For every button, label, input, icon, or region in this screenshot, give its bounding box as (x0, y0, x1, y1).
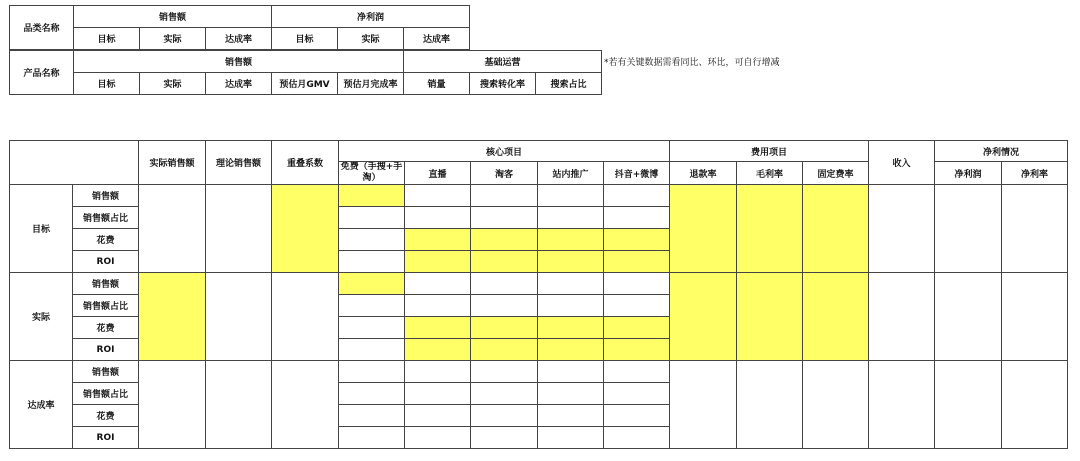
metric-label: 花费 (73, 229, 139, 251)
data-cell[interactable] (604, 295, 670, 317)
metric-label: 销售额 (73, 185, 139, 207)
subheader-cell: 销量 (404, 73, 470, 95)
data-cell[interactable] (538, 185, 604, 207)
highlight-cell[interactable] (339, 273, 405, 295)
data-cell[interactable] (471, 207, 538, 229)
data-cell[interactable] (272, 273, 339, 361)
footnote: *若有关键数据需看同比、环比，可自行增减 (604, 58, 780, 68)
data-cell[interactable] (339, 317, 405, 339)
overlap-coefficient-header: 重叠系数 (272, 141, 339, 185)
data-cell[interactable] (869, 273, 935, 361)
data-cell[interactable] (339, 427, 405, 449)
metric-label: 销售额 (73, 273, 139, 295)
highlight-cell[interactable] (471, 229, 538, 251)
data-cell[interactable] (405, 361, 471, 383)
data-cell[interactable] (869, 185, 935, 273)
data-cell[interactable] (538, 295, 604, 317)
data-cell[interactable] (1002, 273, 1068, 361)
data-cell[interactable] (604, 383, 670, 405)
data-cell[interactable] (272, 361, 339, 449)
subheader-cell: 实际 (140, 28, 206, 50)
subheader-cell: 目标 (74, 73, 140, 95)
data-cell[interactable] (405, 383, 471, 405)
metric-label: 花费 (73, 405, 139, 427)
data-cell[interactable] (339, 383, 405, 405)
core-douyin-weibo-header: 抖音+微博 (604, 162, 670, 185)
cost-gross-margin-header: 毛利率 (737, 162, 803, 185)
metric-label: ROI (73, 251, 139, 273)
subheader-cell: 目标 (272, 28, 338, 50)
data-cell[interactable] (471, 273, 538, 295)
core-items-header: 核心项目 (339, 141, 670, 162)
net-profit-group-header: 净利润 (272, 6, 470, 28)
data-cell[interactable] (1002, 185, 1068, 273)
data-cell[interactable] (538, 361, 604, 383)
highlight-cell[interactable] (471, 251, 538, 273)
data-cell[interactable] (339, 339, 405, 361)
highlight-cell[interactable] (604, 317, 670, 339)
highlight-cell[interactable] (604, 251, 670, 273)
section-target: 目标 (10, 185, 73, 273)
data-cell[interactable] (604, 273, 670, 295)
data-cell[interactable] (803, 361, 869, 449)
data-cell[interactable] (206, 185, 272, 273)
subheader-cell: 目标 (74, 28, 140, 50)
data-cell[interactable] (538, 273, 604, 295)
core-free-header: 免费（手搜+手淘） (339, 162, 405, 185)
category-name-header: 品类名称 (10, 6, 74, 50)
data-cell[interactable] (1002, 361, 1068, 449)
highlight-cell[interactable] (471, 339, 538, 361)
subheader-cell: 搜索占比 (536, 73, 602, 95)
subheader-cell: 达成率 (206, 28, 272, 50)
sales-group-header: 销售额 (74, 6, 272, 28)
data-cell[interactable] (471, 185, 538, 207)
metric-label: 销售额占比 (73, 295, 139, 317)
highlight-cell[interactable] (139, 273, 206, 361)
data-cell[interactable] (471, 295, 538, 317)
subheader-cell: 达成率 (206, 73, 272, 95)
data-cell[interactable] (139, 185, 206, 273)
data-cell[interactable] (538, 427, 604, 449)
highlight-cell[interactable] (670, 185, 737, 273)
data-cell[interactable] (339, 251, 405, 273)
data-cell[interactable] (604, 207, 670, 229)
data-cell[interactable] (405, 405, 471, 427)
data-cell[interactable] (405, 427, 471, 449)
data-cell[interactable] (471, 427, 538, 449)
theory-sales-header: 理论销售额 (206, 141, 272, 185)
metric-label: ROI (73, 427, 139, 449)
data-cell[interactable] (405, 295, 471, 317)
metric-label: 销售额占比 (73, 383, 139, 405)
data-cell[interactable] (737, 361, 803, 449)
metric-label: 花费 (73, 317, 139, 339)
product-name-header: 产品名称 (10, 51, 74, 95)
core-taoke-header: 淘客 (471, 162, 538, 185)
data-cell[interactable] (604, 185, 670, 207)
data-cell[interactable] (405, 273, 471, 295)
highlight-cell[interactable] (803, 185, 869, 273)
core-onsite-promo-header: 站内推广 (538, 162, 604, 185)
product-table (9, 50, 602, 95)
data-cell[interactable] (935, 273, 1002, 361)
data-cell[interactable] (206, 273, 272, 361)
highlight-cell[interactable] (405, 339, 471, 361)
cost-items-header: 费用项目 (670, 141, 869, 162)
data-cell[interactable] (670, 361, 737, 449)
data-cell[interactable] (604, 361, 670, 383)
subheader-cell: 搜索转化率 (470, 73, 536, 95)
data-cell[interactable] (935, 361, 1002, 449)
section-achievement-rate: 达成率 (10, 361, 73, 449)
category-table (9, 5, 470, 50)
data-cell[interactable] (405, 185, 471, 207)
subheader-cell: 实际 (140, 73, 206, 95)
net-profit-status-header: 净利情况 (935, 141, 1068, 162)
highlight-cell[interactable] (405, 229, 471, 251)
data-cell[interactable] (339, 361, 405, 383)
net-margin-header: 净利率 (1002, 162, 1068, 185)
data-cell[interactable] (471, 383, 538, 405)
cost-fixed-rate-header: 固定费率 (803, 162, 869, 185)
data-cell[interactable] (339, 295, 405, 317)
cost-refund-rate-header: 退款率 (670, 162, 737, 185)
subheader-cell: 预估月完成率 (338, 73, 404, 95)
data-cell[interactable] (604, 427, 670, 449)
highlight-cell[interactable] (737, 185, 803, 273)
net-profit-header: 净利润 (935, 162, 1002, 185)
highlight-cell[interactable] (339, 185, 405, 207)
main-metrics-table (9, 140, 1068, 449)
data-cell[interactable] (538, 207, 604, 229)
highlight-cell[interactable] (538, 251, 604, 273)
data-cell[interactable] (869, 361, 935, 449)
data-cell[interactable] (471, 405, 538, 427)
data-cell[interactable] (471, 361, 538, 383)
data-cell[interactable] (604, 405, 670, 427)
metric-label: 销售额 (73, 361, 139, 383)
highlight-cell[interactable] (803, 273, 869, 361)
data-cell[interactable] (339, 405, 405, 427)
corner-cell (10, 141, 139, 185)
subheader-cell: 达成率 (404, 28, 470, 50)
subheader-cell: 预估月GMV (272, 73, 338, 95)
highlight-cell[interactable] (737, 273, 803, 361)
highlight-cell[interactable] (405, 251, 471, 273)
sales-group-header: 销售额 (74, 51, 404, 73)
data-cell[interactable] (139, 361, 206, 449)
data-cell[interactable] (206, 361, 272, 449)
metric-label: ROI (73, 339, 139, 361)
section-actual: 实际 (10, 273, 73, 361)
highlight-cell[interactable] (405, 317, 471, 339)
data-cell[interactable] (538, 383, 604, 405)
highlight-cell[interactable] (604, 229, 670, 251)
highlight-cell[interactable] (538, 317, 604, 339)
income-header: 收入 (869, 141, 935, 185)
data-cell[interactable] (339, 229, 405, 251)
subheader-cell: 实际 (338, 28, 404, 50)
highlight-cell[interactable] (272, 185, 339, 273)
highlight-cell[interactable] (471, 317, 538, 339)
metric-label: 销售额占比 (73, 207, 139, 229)
data-cell[interactable] (339, 207, 405, 229)
data-cell[interactable] (538, 405, 604, 427)
actual-sales-header: 实际销售额 (139, 141, 206, 185)
highlight-cell[interactable] (670, 273, 737, 361)
data-cell[interactable] (935, 185, 1002, 273)
data-cell[interactable] (405, 207, 471, 229)
highlight-cell[interactable] (538, 339, 604, 361)
basic-ops-group-header: 基础运营 (404, 51, 602, 73)
highlight-cell[interactable] (538, 229, 604, 251)
core-live-header: 直播 (405, 162, 471, 185)
highlight-cell[interactable] (604, 339, 670, 361)
